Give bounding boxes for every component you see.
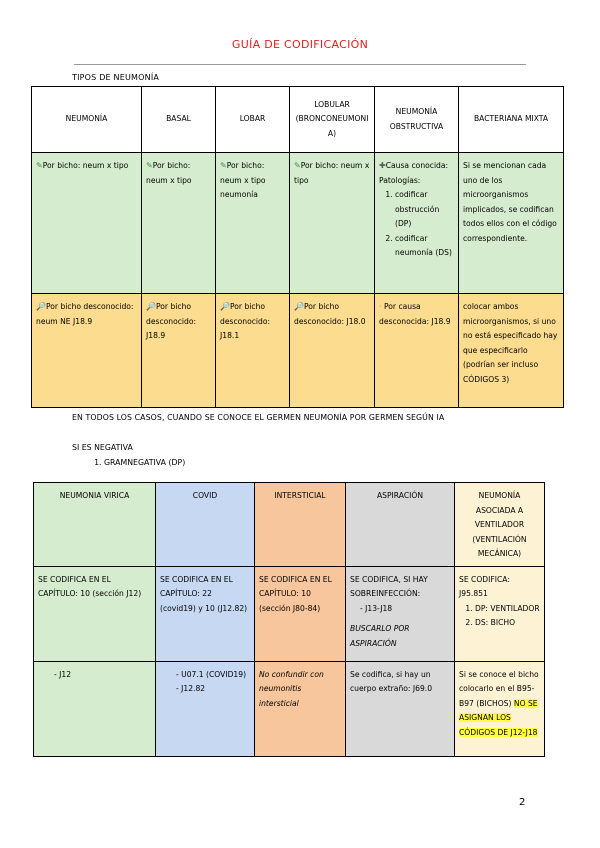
cell-text: SE CODIFICA, SI HAY SOBREINFECCIÓN: xyxy=(350,574,428,598)
key-icon: 🔎 xyxy=(36,302,46,311)
key-icon: 🔎 xyxy=(220,302,230,311)
numbered-list xyxy=(379,188,454,261)
table-cell: Se codifica, si hay un cuerpo extraño: J69.0 xyxy=(346,661,455,756)
dash-list xyxy=(38,668,151,683)
cell-text: Por causa desconocida: J18.9 xyxy=(379,302,451,326)
negative-list xyxy=(90,458,185,467)
cell-text: Por bicho desconocido: neum NE J18.9 xyxy=(36,302,134,326)
list-item: - J12 xyxy=(54,668,151,683)
negative-label: SI ES NEGATIVA xyxy=(72,443,133,452)
pneumonia-special-table xyxy=(33,482,545,757)
cell-text: Por bicho desconocido: J18.1 xyxy=(220,302,271,340)
table-row xyxy=(34,661,545,756)
page-number: 2 xyxy=(519,797,526,808)
pneumonia-types-table xyxy=(31,86,564,408)
table-cell xyxy=(142,294,216,408)
table-cell xyxy=(34,661,156,756)
table-row xyxy=(32,153,564,294)
dot-icon: · xyxy=(379,302,382,311)
dash-list xyxy=(350,602,450,617)
table-cell xyxy=(290,153,375,294)
key-icon: 🔎 xyxy=(294,302,304,311)
table-header-cell: NEUMONÍA ASOCIADA A VENTILADOR (VENTILACIÓN MECÁNICA) xyxy=(455,483,545,567)
dash-list xyxy=(160,668,250,697)
cell-text: Por bicho: neum x tipo xyxy=(146,161,192,185)
page-title: GUÍA DE CODIFICACIÓN xyxy=(231,38,369,51)
table-header-cell: NEUMONÍA xyxy=(32,87,142,153)
table-cell xyxy=(142,153,216,294)
table-row xyxy=(32,294,564,408)
table-cell xyxy=(216,294,290,408)
table-cell: SE CODIFICA EN EL CAPÍTULO: 22 (covid19) y 10 (J12.82) xyxy=(156,566,255,661)
cross-icon: ✚ xyxy=(379,161,386,170)
table-header-cell: COVID xyxy=(156,483,255,567)
table-row xyxy=(34,566,545,661)
table-header-row xyxy=(32,87,564,153)
table-cell: Si se mencionan cada uno de los microorganismos implicados, se codifican todos ellos con el código correspondiente. xyxy=(459,153,564,294)
table-cell xyxy=(216,153,290,294)
leaf-icon: ✎ xyxy=(220,161,227,170)
table-cell xyxy=(455,661,545,756)
list-item: 1. DP: VENTILADOR xyxy=(475,602,540,617)
table-header-cell: NEUMONIA VIRICA xyxy=(34,483,156,567)
table-header-cell: LOBAR xyxy=(216,87,290,153)
key-icon: 🔎 xyxy=(146,302,156,311)
leaf-icon: ✎ xyxy=(146,161,153,170)
list-item: - J12.82 xyxy=(176,682,250,697)
table-cell xyxy=(375,294,459,408)
section-label: TIPOS DE NEUMONÍA xyxy=(72,73,160,82)
title-divider xyxy=(74,64,526,65)
note-text: EN TODOS LOS CASOS, CUANDO SE CONOCE EL GERMEN NEUMONÍA POR GERMEN SEGÚN IA xyxy=(72,413,445,422)
list-item: 2. DS: BICHO xyxy=(475,616,540,631)
table-cell: No confundir con neumonitis intersticial xyxy=(255,661,346,756)
list-item: 2. codificar neumonía (DS) xyxy=(395,232,454,261)
leaf-icon: ✎ xyxy=(36,161,43,170)
list-item: 1. GRAMNEGATIVA (DP) xyxy=(104,458,185,467)
highlighted-text: NO SE ASIGNAN LOS CÓDIGOS DE J12-J18 xyxy=(459,698,538,737)
leaf-icon: ✎ xyxy=(294,161,301,170)
cell-text: Por bicho: neum x tipo xyxy=(42,161,129,170)
cell-text: Por bicho desconocido: J18.9 xyxy=(146,302,197,340)
table-header-cell: INTERSTICIAL xyxy=(255,483,346,567)
cell-text: Por bicho: neum x tipo xyxy=(294,161,370,185)
table-header-cell: ASPIRACIÓN xyxy=(346,483,455,567)
table-cell: SE CODIFICA EN EL CAPÍTULO: 10 (sección J12) xyxy=(34,566,156,661)
cell-text: Si se conoce el bicho colocarlo en el B95-B97 (BICHOS) xyxy=(459,669,539,708)
table-header-cell: LOBULAR (BRONCONEUMONIA) xyxy=(290,87,375,153)
table-header-cell: BASAL xyxy=(142,87,216,153)
list-item: - J13-J18 xyxy=(360,602,450,617)
table-cell xyxy=(156,661,255,756)
list-item: 1. codificar obstrucción (DP) xyxy=(395,188,454,232)
cell-text: Por bicho: neum x tipo neumonía xyxy=(220,161,266,199)
table-cell xyxy=(455,566,545,661)
cell-text: Causa conocida: Patologías: xyxy=(379,161,449,185)
table-header-cell: NEUMONÍA OBSTRUCTIVA xyxy=(375,87,459,153)
cell-note: BUSCARLO POR ASPIRACIÓN xyxy=(350,624,410,648)
table-header-row xyxy=(34,483,545,567)
table-cell xyxy=(375,153,459,294)
table-header-cell: BACTERIANA MIXTA xyxy=(459,87,564,153)
table-cell xyxy=(290,294,375,408)
table-cell xyxy=(32,153,142,294)
numbered-list xyxy=(459,602,540,631)
cell-text: SE CODIFICA: J95.851 xyxy=(459,574,510,598)
list-item: - U07.1 (COVID19) xyxy=(176,668,250,683)
table-cell xyxy=(32,294,142,408)
cell-text: Por bicho desconocido: J18.0 xyxy=(294,302,366,326)
table-cell: SE CODIFICA EN EL CAPÍTULO: 10 (sección J80-84) xyxy=(255,566,346,661)
table-cell xyxy=(346,566,455,661)
table-cell: colocar ambos microorganismos, si uno no está especificado hay que especificarlo (podrían ser incluso CÓDIGOS 3) xyxy=(459,294,564,408)
